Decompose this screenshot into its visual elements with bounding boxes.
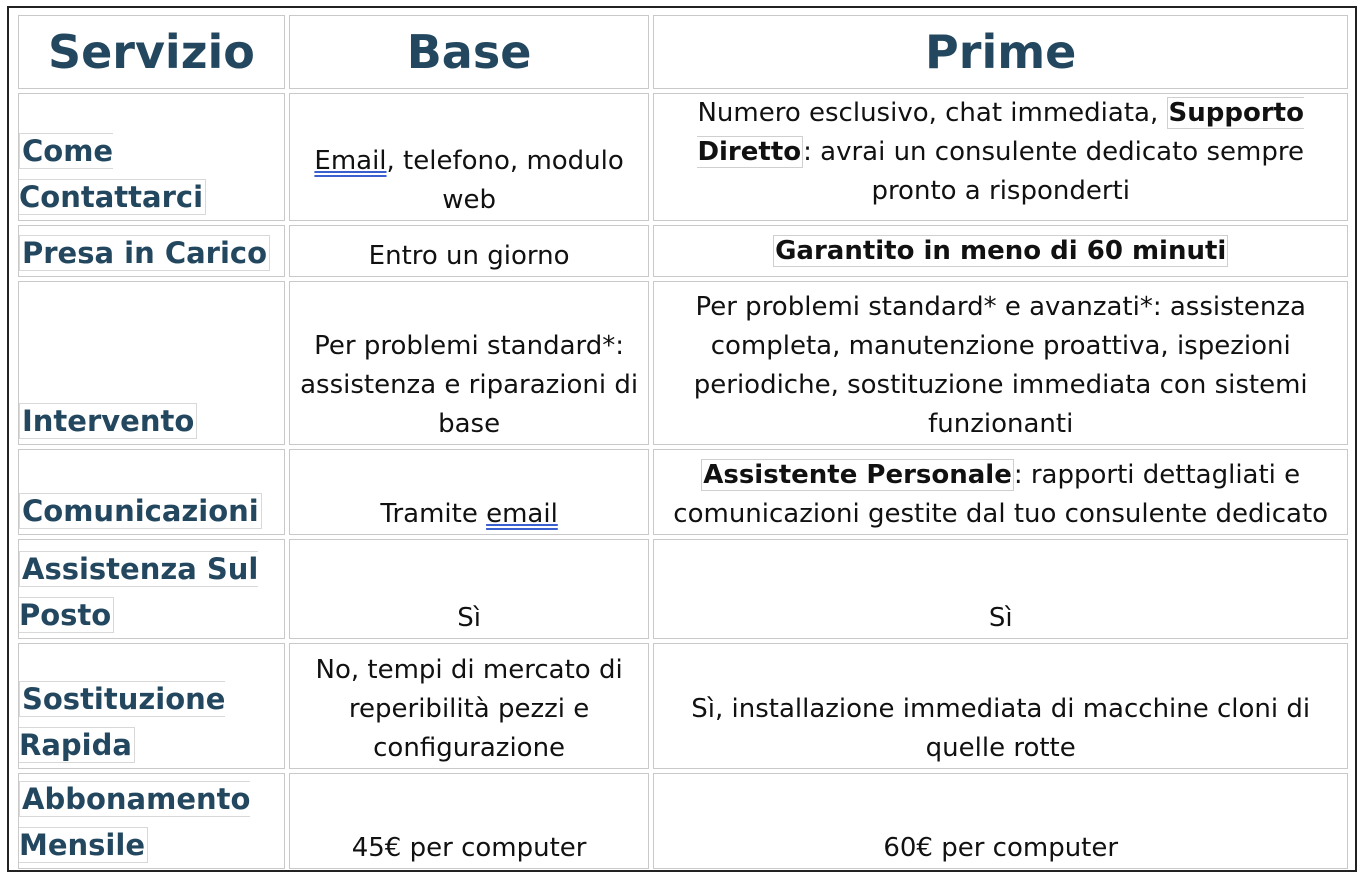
base-cell: Per problemi standard*: assistenza e riparazioni di base xyxy=(289,281,650,445)
header-prime: Prime xyxy=(653,15,1348,89)
table-row xyxy=(18,643,1348,769)
base-cell: No, tempi di mercato di reperibilità pezzi e configurazione xyxy=(289,643,650,769)
service-label: Sostituzione Rapida xyxy=(19,682,226,762)
prime-cell: 60€ per computer xyxy=(653,773,1348,869)
base-cell: 45€ per computer xyxy=(289,773,650,869)
base-cell xyxy=(289,93,650,221)
header-base: Base xyxy=(289,15,650,89)
base-cell: Sì xyxy=(289,539,650,639)
prime-text-tail: : avrai un consulente dedicato sempre pronto a risponderti xyxy=(803,137,1304,206)
service-cell xyxy=(18,773,285,869)
service-cell xyxy=(18,539,285,639)
base-text: Tramite xyxy=(380,499,487,529)
service-cell xyxy=(18,93,285,221)
service-cell xyxy=(18,281,285,445)
email-link[interactable]: Email xyxy=(314,146,387,176)
service-cell xyxy=(18,643,285,769)
base-text: , telefono, modulo web xyxy=(386,146,624,215)
table-row xyxy=(18,93,1348,221)
service-label: Intervento xyxy=(19,403,197,439)
comparison-table-frame xyxy=(7,6,1357,872)
prime-highlight: Supporto Diretto xyxy=(697,98,1304,167)
service-cell xyxy=(18,449,285,535)
service-label: Come Contattarci xyxy=(19,133,206,215)
email-link[interactable]: email xyxy=(486,499,558,529)
prime-text-tail: : rapporti dettagliati e comunicazioni gestite dal tuo consulente dedicato xyxy=(673,460,1329,529)
table-header-row xyxy=(18,15,1348,89)
service-comparison-table xyxy=(14,11,1352,873)
prime-highlight: Assistente Personale xyxy=(703,460,1012,490)
table-row xyxy=(18,773,1348,869)
service-label: Comunicazioni xyxy=(19,493,262,529)
table-row xyxy=(18,539,1348,639)
header-service: Servizio xyxy=(18,15,285,89)
prime-cell xyxy=(653,449,1348,535)
prime-cell: Sì xyxy=(653,539,1348,639)
base-cell xyxy=(289,449,650,535)
table-row xyxy=(18,281,1348,445)
prime-cell xyxy=(653,225,1348,277)
prime-cell xyxy=(653,93,1348,221)
service-label: Assistenza Sul Posto xyxy=(19,552,259,632)
prime-highlight: Garantito in meno di 60 minuti xyxy=(775,235,1227,266)
prime-text: Numero esclusivo, chat immediata, xyxy=(697,98,1167,128)
prime-cell: Per problemi standard* e avanzati*: assistenza completa, manutenzione proattiva, ispezioni periodiche, sostituzione immediata con sistemi funzionanti xyxy=(653,281,1348,445)
service-cell xyxy=(18,225,285,277)
service-label: Abbonamento Mensile xyxy=(19,782,251,862)
table-row xyxy=(18,449,1348,535)
table-row xyxy=(18,225,1348,277)
service-label: Presa in Carico xyxy=(19,235,270,271)
prime-cell: Sì, installazione immediata di macchine cloni di quelle rotte xyxy=(653,643,1348,769)
base-cell: Entro un giorno xyxy=(289,225,650,277)
